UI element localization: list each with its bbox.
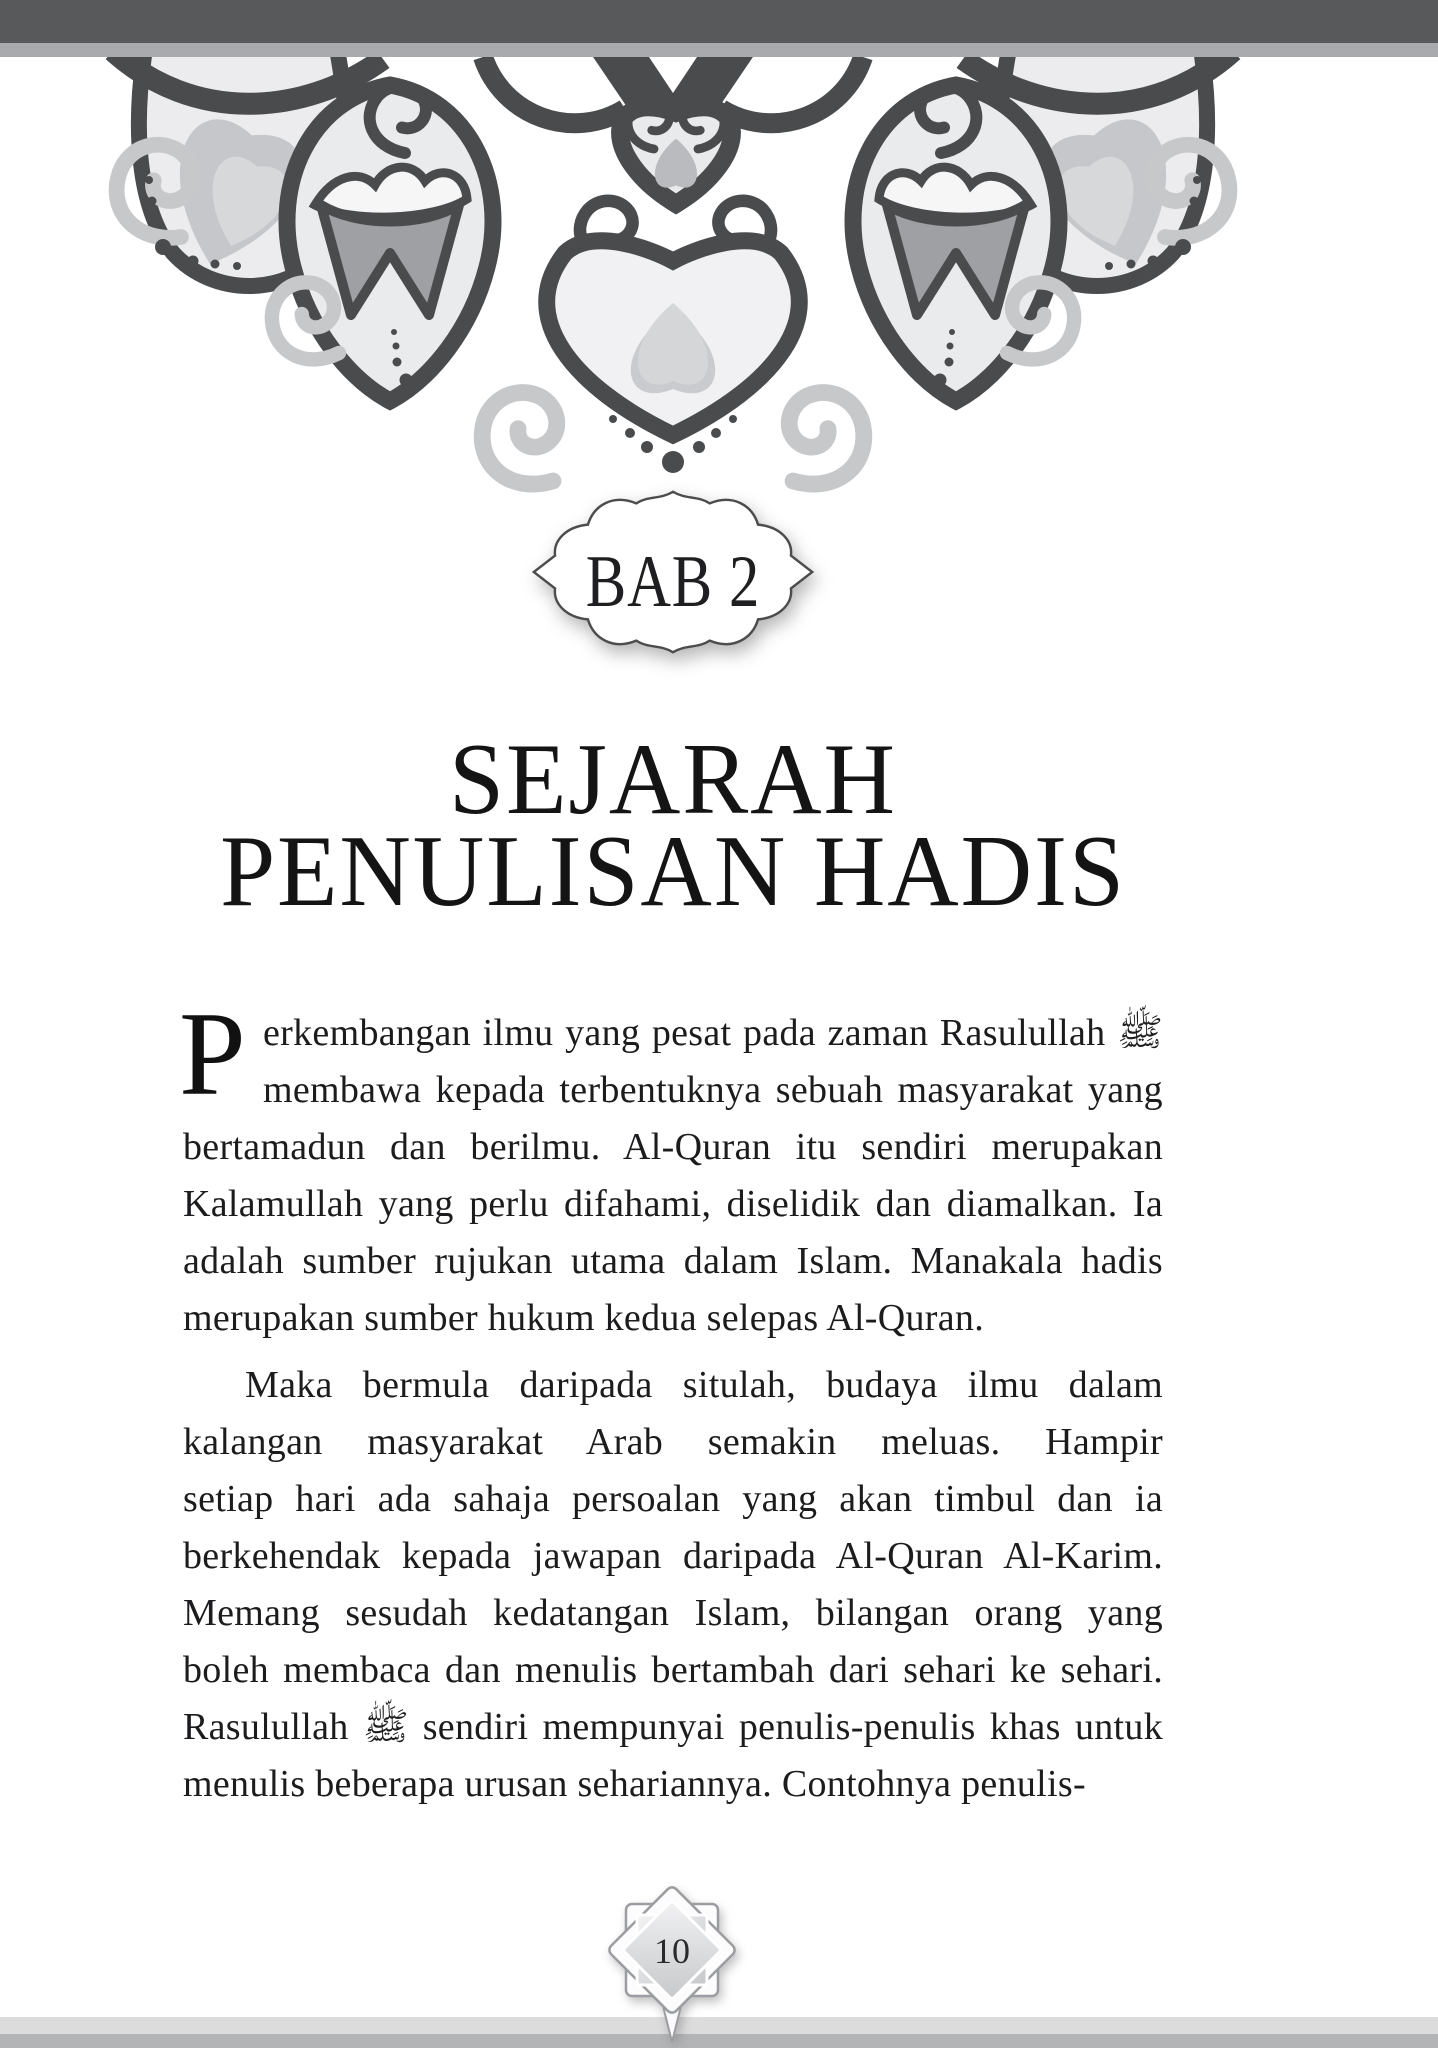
chapter-badge xyxy=(528,484,818,660)
body-text-line: merupakan sumber hukum kedua selepas Al-Quran. xyxy=(183,1297,985,1339)
top-accent-bar xyxy=(0,43,1438,57)
body-text-line: erkembangan ilmu yang pesat pada zaman Rasulullah ﷺ xyxy=(263,1012,1163,1054)
body-text-line: berkehendak kepada jawapan daripada Al-Quran Al-Karim. xyxy=(183,1535,1163,1577)
page-number: 10 xyxy=(654,1931,690,1971)
paragraph-2 xyxy=(183,1357,1163,1813)
paragraph-1-lines xyxy=(183,1005,1163,1347)
body-text-line: setiap hari ada sahaja persoalan yang akan timbul dan ia xyxy=(183,1478,1163,1520)
page-number-medallion xyxy=(597,1878,747,2048)
body-text-line: Memang sesudah kedatangan Islam, bilangan orang yang xyxy=(183,1592,1163,1634)
body-text-line: Rasulullah ﷺ sendiri mempunyai penulis-penulis khas untuk xyxy=(183,1706,1163,1748)
top-dark-bar xyxy=(0,0,1438,43)
body-text-line: Kalamullah yang perlu difahami, diselidik dan diamalkan. Ia xyxy=(183,1183,1163,1225)
body-text-line: menulis beberapa urusan sehariannya. Contohnya penulis- xyxy=(183,1763,1086,1805)
body-text-line: membawa kepada terbentuknya sebuah masyarakat yang xyxy=(263,1069,1163,1111)
chapter-badge-label: BAB 2 xyxy=(585,540,761,623)
chapter-title-line2: PENULISAN HADIS xyxy=(220,815,1126,928)
body-text-line: kalangan masyarakat Arab semakin meluas. Hampir xyxy=(183,1421,1163,1463)
body-text-line: bertamadun dan berilmu. Al-Quran itu sendiri merupakan xyxy=(183,1126,1163,1168)
body-text-line: Maka bermula daripada situlah, budaya ilmu dalam xyxy=(245,1364,1163,1406)
body-text-line: adalah sumber rujukan utama dalam Islam. Manakala hadis xyxy=(183,1240,1163,1282)
floral-mandala-ornament-icon xyxy=(53,57,1293,507)
body-text-line: boleh membaca dan menulis bertambah dari sehari ke sehari. xyxy=(183,1649,1163,1691)
chapter-title-line1: SEJARAH xyxy=(449,723,897,836)
drop-cap: P xyxy=(179,987,246,1120)
paragraph-1 xyxy=(179,987,1163,1347)
chapter-title xyxy=(183,723,1163,928)
paragraph-2-lines xyxy=(183,1357,1163,1813)
body-text xyxy=(179,987,1163,1813)
